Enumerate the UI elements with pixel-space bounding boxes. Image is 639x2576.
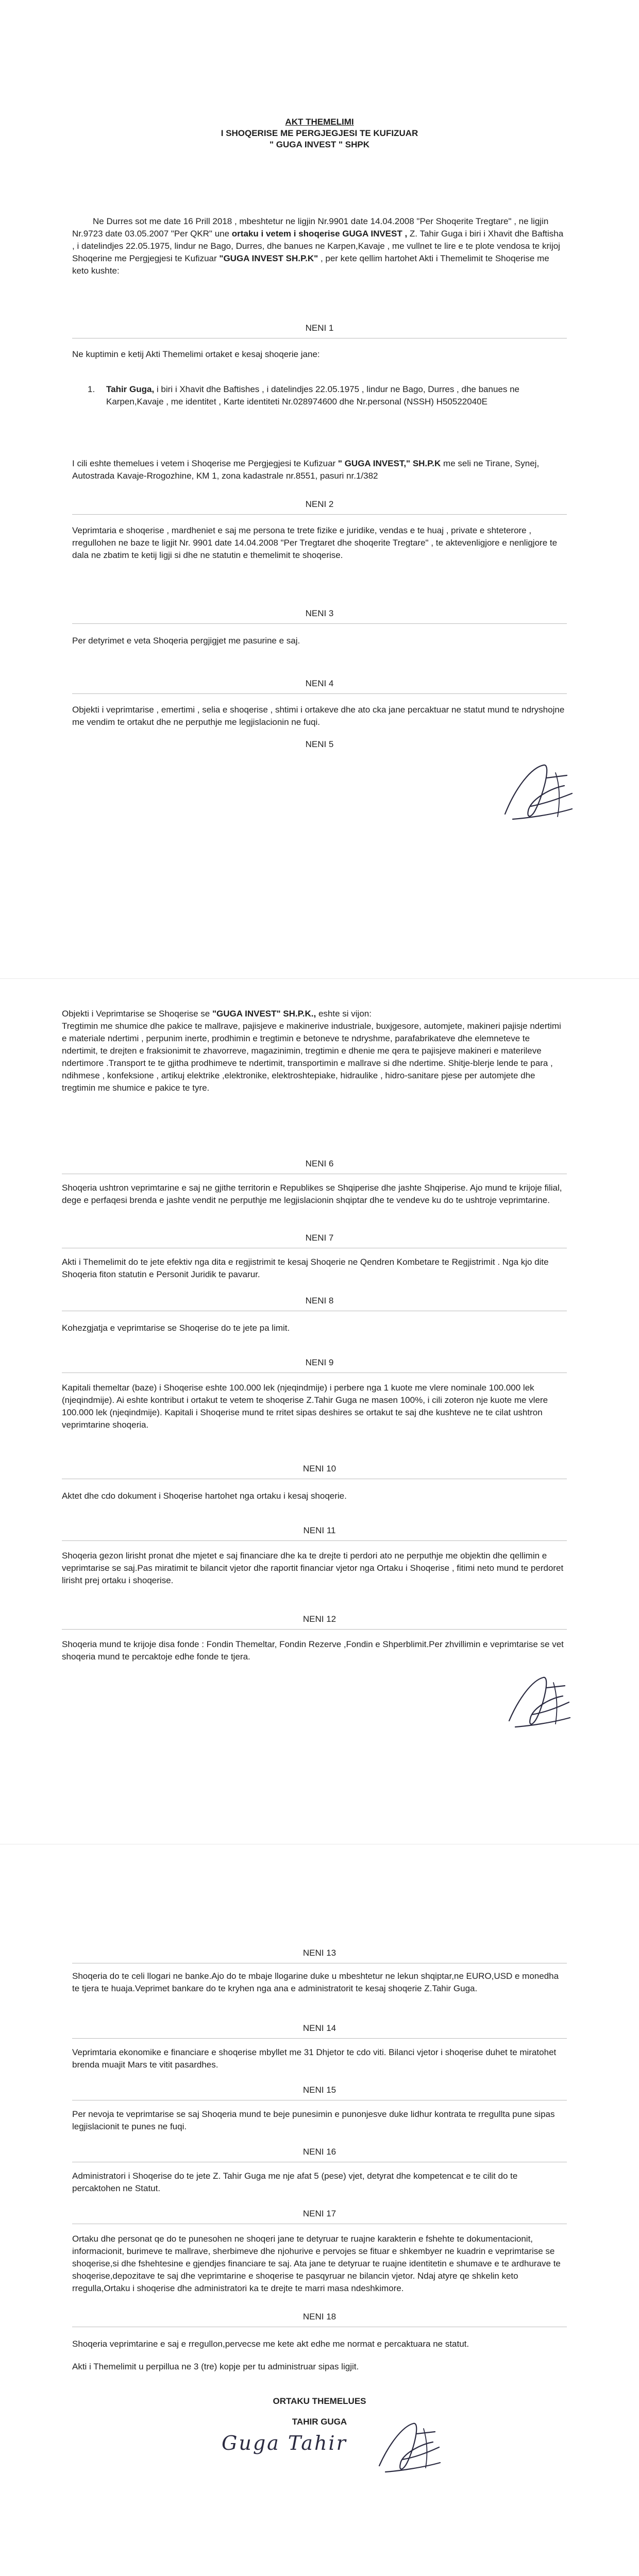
neni-7-text: Akti i Themelimit do te jete efektiv nga dita e regjistrimit te kesaj Shoqerie ne Qendren Kombetare te Regjistrimit . Nga kjo dite Shoqeria fiton statutin e Personit Juridik te pavarur. (62, 1257, 549, 1279)
neni-15-heading: NENI 15 (302, 2085, 337, 2095)
neni-3-text: Per detyrimet e veta Shoqeria pergjigjet me pasurine e saj. (72, 636, 300, 646)
neni-4-heading: NENI 4 (305, 679, 334, 688)
neni-9-text: Kapitali themeltar (baze) i Shoqerise eshte 100.000 lek (njeqindmije) i perbere nga 1 kuote me vlere nominale 100.000 lek (njeqindmije). Ai eshte kontribut i ortakut te vetem te shoqerise Z.Tahir Guga ne masen 100%, i cili zoteron nje kuote me vlere 100.000 lek (njeqindmije). Kapitali i Shoqerise mund te rritet sipas deshires se ortakut te saj dhe kushteve ne te cilat ushtron veprimtarine shoqeria. (62, 1383, 548, 1430)
section-divider (72, 693, 567, 694)
founder-label: ORTAKU THEMELUES (273, 2396, 366, 2406)
section-divider (62, 1629, 567, 1630)
neni-14-text: Veprimtaria ekonomike e financiare e shoqerise mbyllet me 31 Dhjetor te cdo viti. Bilanci vjetor i shoqerise duhet te miratohet brenda muajit Mars te vitit pasardhes. (72, 2047, 557, 2070)
neni-13-heading: NENI 13 (302, 1948, 337, 1958)
neni-8-text: Kohezgjatja e veprimtarise se Shoqerise do te jete pa limit. (62, 1323, 290, 1333)
document-page-1 (0, 0, 639, 979)
document-subtitle: I SHOQERISE ME PERGJEGJESI TE KUFIZUAR (221, 128, 418, 138)
signature-icon (371, 2416, 448, 2478)
neni-12-text: Shoqeria mund te krijoje disa fonde : Fondin Themeltar, Fondin Rezerve ,Fondin e Shperblimit.Per zhvillimin e veprimtarise se vet shoqeria mund te percaktoje edhe fonde te tjera. (62, 1639, 564, 1662)
neni-5-intro: Objekti i Veprimtarise se Shoqerise se "GUGA INVEST" SH.P.K., eshte si vijon: (62, 1009, 372, 1019)
neni-13-text: Shoqeria do te celi llogari ne banke.Ajo do te mbaje llogarine duke u mbeshtetur ne lekun shqiptar,ne EURO,USD e monedha te tjera te huaja.Veprimet bankare do te kryhen nga ana e administratorit te kesaj shoqerie Z.Tahir Guga. (72, 1971, 559, 1993)
neni-2-text: Veprimtaria e shoqerise , mardheniet e saj me persona te trete fizike e juridike, vendas e te huaj , private e shteterore , rregullohen ne baze te ligjit Nr. 9901 date 14.04.2008 "Per Tregtaret dhe shoqerite Tregtare" , te aktevenligjore e nenligjore te dala ne zbatim te ketij ligji si dhe ne statutin e themelimit te shoqerise. (72, 526, 558, 560)
neni-3-heading: NENI 3 (305, 608, 334, 618)
neni-6-heading: NENI 6 (305, 1159, 334, 1168)
company-name-title: " GUGA INVEST " SHPK (269, 140, 369, 149)
neni-5-text: Tregtimin me shumice dhe pakice te mallrave, pajisjeve e makinerive industriale, buxjgesore, automjete, makineri pajisje ndertimi e materiale ndertimi , perpunim inerte, prodhimin e tregtimin e betoneve te ndryshme, parafabrikateve dhe elemneteve te ndertimit, te drejten e fraksionimit te zhavorreve, magazinimin, tregtimin e dhenie me qera te pajisjeve makineri e materileve ndertimore .Transport te te gjitha prodhimeve te ndertimit, transportimin e mallrave si dhe ndertime. Shitje-blerje lende te para , ndihmese , konfeksione , artikuj elektrike ,elektronike, elektroshtepiake, hidraulike , hidro-sanitare pjese per automjete dhe tregtimin me shumice e pakice te tyre. (62, 1021, 561, 1093)
closing-text: Akti i Themelimit u perpillua ne 3 (tre) kopje per tu administruar sipas ligjit. (72, 2362, 359, 2371)
document-title: AKT THEMELIMI (285, 117, 354, 127)
neni-1-closing: I cili eshte themelues i vetem i Shoqerise me Pergjegjesi te Kufizuar " GUGA INVEST," SH.P.K me seli ne Tirane, Synej, Autostrada Kavaje-Rrogozhine, KM 1, zona kadastrale nr.8551, pasuri nr.1/382 (72, 459, 540, 481)
neni-1-list-item: Tahir Guga, i biri i Xhavit dhe Baftishes , i datelindjes 22.05.1975 , lindur ne Bago, Durres , dhe banues ne Karpen,Kavaje , me identitet , Karte identiteti Nr.028974600 dhe Nr.personal (NSSH) H50522040E (106, 384, 519, 406)
founder-name: TAHIR GUGA (292, 2417, 347, 2427)
neni-2-heading: NENI 2 (305, 499, 334, 509)
neni-4-text: Objekti i veprimtarise , emertimi , selia e shoqerise , shtimi i ortakeve dhe ato cka jane percaktuar ne statut mund te ndryshojne me vendim te ortakut dhe ne perputhje me legjislacionin ne fuqi. (72, 705, 565, 727)
neni-17-text: Ortaku dhe personat qe do te punesohen ne shoqeri jane te detyruar te ruajne karakterin e fshehte te dokumentacionit, informacionit, burimeve te mallrave, sherbimeve dhe njohurive e pervojes se fituar e shkembyer ne kuadrin e veprimtarise se shoqerise,si dhe fshehtesine e gjendjes financiare te saj. Ata jane te detyruar te ruajne identitetin e shumave e te ardhurave te shoqerise,depozitave te saj dhe veprimtarine e shoqerise te pasqyruar ne bilancin vjetor. Ndaj atyre qe shkelin keto rregulla,Ortaku i shoqerise dhe administratori ka te drejte te marri masa ndeshkimore. (72, 2234, 561, 2293)
section-divider (62, 1540, 567, 1541)
neni-9-heading: NENI 9 (305, 1358, 334, 1367)
section-divider (72, 514, 567, 515)
neni-1-heading: NENI 1 (305, 323, 334, 333)
signature-icon (500, 1669, 577, 1736)
neni-16-text: Administratori i Shoqerise do te jete Z. Tahir Guga me nje afat 5 (pese) vjet, detyrat dhe kompetencat e te cilit do te percaktohen ne Statut. (72, 2171, 518, 2193)
neni-18-heading: NENI 18 (302, 2312, 337, 2321)
neni-11-heading: NENI 11 (303, 1526, 336, 1535)
neni-12-heading: NENI 12 (302, 1614, 337, 1624)
document-page-2 (0, 979, 639, 1844)
neni-11-text: Shoqeria gezon lirisht pronat dhe mjetet e saj financiare dhe ka te drejte ti perdori ato ne perputhje me objektin dhe qellimin e veprimtarise se saj.Pas miratimit te bilancit vjetor dhe raportit financiar vjetor nga Ortaku i Shoqerise , fitimi neto mund te perdoret lirisht prej ortaku i shoqerise. (62, 1551, 564, 1585)
neni-14-heading: NENI 14 (302, 2023, 337, 2033)
neni-18-text: Shoqeria veprimtarine e saj e rregullon,pervecse me kete akt edhe me normat e percaktuara ne statut. (72, 2339, 469, 2349)
neni-6-text: Shoqeria ushtron veprimtarine e saj ne gjithe territorin e Republikes se Shqiperise dhe jashte Shqiperise. Ajo mund te krijoje filial, dege e perfaqesi brenda e jashte vendit ne perputhje me legjislacionin shqiptar dhe te vendeve ku do te ushtroje veprimtarine. (62, 1183, 562, 1205)
neni-5-heading: NENI 5 (305, 739, 334, 749)
handwritten-name: Guga Tahir (222, 2432, 347, 2454)
neni-10-heading: NENI 10 (302, 1464, 337, 1473)
neni-17-heading: NENI 17 (302, 2209, 337, 2218)
neni-16-heading: NENI 16 (302, 2147, 337, 2157)
neni-10-text: Aktet dhe cdo dokument i Shoqerise hartohet nga ortaku i kesaj shoqerie. (62, 1491, 347, 1501)
list-number: 1. (88, 384, 95, 394)
neni-1-text: Ne kuptimin e ketij Akti Themelimi ortaket e kesaj shoqerie jane: (72, 349, 320, 359)
neni-7-heading: NENI 7 (305, 1233, 334, 1243)
section-divider (62, 1372, 567, 1373)
neni-8-heading: NENI 8 (305, 1296, 334, 1306)
document-page-3 (0, 1844, 639, 2576)
section-divider (72, 2038, 567, 2039)
section-divider (72, 623, 567, 624)
neni-15-text: Per nevoja te veprimtarise se saj Shoqeria mund te beje punesimin e punonjesve duke lidhur kontrata te rregullta pune sipas legjislacionit te punes ne fuqi. (72, 2109, 555, 2131)
signature-icon (495, 757, 582, 829)
intro-paragraph: Ne Durres sot me date 16 Prill 2018 , mbeshtetur ne ligjin Nr.9901 date 14.04.2008 "Per Shoqerite Tregtare" , ne ligjin Nr.9723 date 03.05.2007 "Per QKR" une ortaku i vetem i shoqerise GUGA INVEST , Z. Tahir Guga i biri i Xhavit dhe Baftisha , i datelindjes 22.05.1975, lindur ne Bago, Durres, dhe banues ne Karpen,Kavaje , me vullnet te lire e te plote vendosa te krijoj Shoqerine me Pergjegjesi te Kufizuar "GUGA INVEST SH.P.K" , per kete qellim hartohet Akti i Themelimit te Shoqerise me keto kushte: (72, 216, 564, 276)
